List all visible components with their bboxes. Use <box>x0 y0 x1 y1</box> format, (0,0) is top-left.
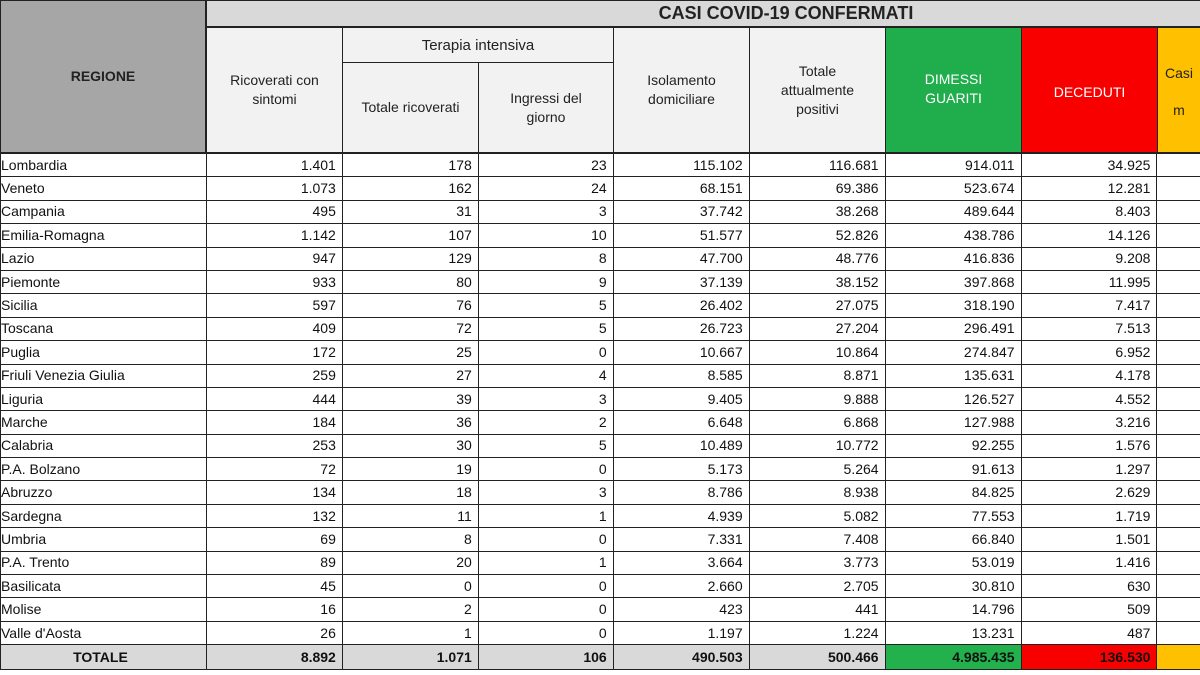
cell-isolamento: 9.405 <box>613 387 749 410</box>
table-row <box>1 317 1200 340</box>
cell-ingressi: 3 <box>478 200 613 223</box>
cell-isolamento: 26.402 <box>613 294 749 317</box>
cell-terapia-totale: 107 <box>342 224 478 247</box>
cell-terapia-totale: 25 <box>342 341 478 364</box>
cell-ricoverati: 597 <box>206 294 342 317</box>
cell-terapia-totale: 8 <box>342 528 478 551</box>
cell-casi <box>1157 294 1200 317</box>
cell-positivi: 38.268 <box>749 200 885 223</box>
covid-table <box>0 153 1200 670</box>
cell-ricoverati: 172 <box>206 341 342 364</box>
cell-ingressi: 0 <box>478 621 613 644</box>
header-ricoverati: Ricoverati con sintomi <box>206 27 343 153</box>
cell-terapia-totale: 178 <box>342 154 478 177</box>
cell-deceduti: 4.552 <box>1021 387 1157 410</box>
cell-ricoverati: 45 <box>206 575 342 598</box>
cell-regione: Liguria <box>1 387 207 410</box>
cell-isolamento: 3.664 <box>613 551 749 574</box>
table-row <box>1 551 1200 574</box>
table-row <box>1 458 1200 481</box>
cell-casi <box>1157 434 1200 457</box>
cell-terapia-totale: 162 <box>342 177 478 200</box>
cell-dimessi: 274.847 <box>885 341 1021 364</box>
cell-casi <box>1157 341 1200 364</box>
cell-ricoverati: 8.892 <box>206 645 342 670</box>
cell-casi <box>1157 528 1200 551</box>
cell-ricoverati: 16 <box>206 598 342 621</box>
cell-regione: Emilia-Romagna <box>1 224 207 247</box>
cell-deceduti: 7.513 <box>1021 317 1157 340</box>
cell-dimessi: 127.988 <box>885 411 1021 434</box>
cell-regione: Abruzzo <box>1 481 207 504</box>
table-row <box>1 387 1200 410</box>
cell-isolamento: 47.700 <box>613 247 749 270</box>
cell-regione: P.A. Trento <box>1 551 207 574</box>
table-row <box>1 434 1200 457</box>
cell-ricoverati: 1.401 <box>206 154 342 177</box>
cell-positivi: 3.773 <box>749 551 885 574</box>
cell-isolamento: 115.102 <box>613 154 749 177</box>
cell-dimessi: 438.786 <box>885 224 1021 247</box>
table-row <box>1 294 1200 317</box>
cell-regione: Marche <box>1 411 207 434</box>
cell-ingressi: 1 <box>478 551 613 574</box>
header-regione: REGIONE <box>0 0 206 153</box>
cell-deceduti: 1.297 <box>1021 458 1157 481</box>
cell-casi <box>1157 411 1200 434</box>
cell-casi <box>1157 270 1200 293</box>
cell-regione: Campania <box>1 200 207 223</box>
cell-isolamento: 4.939 <box>613 504 749 527</box>
cell-positivi: 441 <box>749 598 885 621</box>
cell-casi <box>1157 621 1200 644</box>
cell-positivi: 7.408 <box>749 528 885 551</box>
cell-dimessi: 4.985.435 <box>885 645 1021 670</box>
cell-isolamento: 51.577 <box>613 224 749 247</box>
cell-regione: Umbria <box>1 528 207 551</box>
header-isolamento: Isolamento domiciliare <box>613 27 750 153</box>
cell-regione: Veneto <box>1 177 207 200</box>
cell-dimessi: 416.836 <box>885 247 1021 270</box>
cell-casi <box>1157 645 1200 670</box>
table-row <box>1 575 1200 598</box>
cell-isolamento: 490.503 <box>613 645 749 670</box>
cell-ricoverati: 947 <box>206 247 342 270</box>
cell-positivi: 5.264 <box>749 458 885 481</box>
table-row <box>1 364 1200 387</box>
cell-ingressi: 0 <box>478 598 613 621</box>
cell-ricoverati: 132 <box>206 504 342 527</box>
cell-deceduti: 1.719 <box>1021 504 1157 527</box>
cell-ricoverati: 259 <box>206 364 342 387</box>
cell-ricoverati: 184 <box>206 411 342 434</box>
cell-deceduti: 509 <box>1021 598 1157 621</box>
cell-dimessi: 126.527 <box>885 387 1021 410</box>
header-positivi: Totale attualmente positivi <box>749 27 886 153</box>
table-row <box>1 504 1200 527</box>
cell-ricoverati: 1.142 <box>206 224 342 247</box>
cell-terapia-totale: 80 <box>342 270 478 293</box>
cell-deceduti: 11.995 <box>1021 270 1157 293</box>
cell-isolamento: 5.173 <box>613 458 749 481</box>
cell-terapia-totale: 31 <box>342 200 478 223</box>
cell-deceduti: 2.629 <box>1021 481 1157 504</box>
cell-deceduti: 9.208 <box>1021 247 1157 270</box>
cell-casi <box>1157 177 1200 200</box>
cell-casi <box>1157 247 1200 270</box>
cell-casi <box>1157 200 1200 223</box>
cell-regione: TOTALE <box>1 645 207 670</box>
cell-terapia-totale: 72 <box>342 317 478 340</box>
cell-terapia-totale: 129 <box>342 247 478 270</box>
cell-regione: Piemonte <box>1 270 207 293</box>
cell-ricoverati: 444 <box>206 387 342 410</box>
cell-positivi: 500.466 <box>749 645 885 670</box>
cell-ricoverati: 69 <box>206 528 342 551</box>
table-row <box>1 598 1200 621</box>
cell-ricoverati: 409 <box>206 317 342 340</box>
cell-casi <box>1157 154 1200 177</box>
cell-ricoverati: 134 <box>206 481 342 504</box>
table-row <box>1 154 1200 177</box>
cell-casi <box>1157 387 1200 410</box>
cell-positivi: 10.864 <box>749 341 885 364</box>
cell-isolamento: 423 <box>613 598 749 621</box>
cell-positivi: 116.681 <box>749 154 885 177</box>
cell-ricoverati: 933 <box>206 270 342 293</box>
cell-positivi: 52.826 <box>749 224 885 247</box>
cell-ingressi: 24 <box>478 177 613 200</box>
table-row <box>1 341 1200 364</box>
cell-regione: Lazio <box>1 247 207 270</box>
cell-positivi: 2.705 <box>749 575 885 598</box>
cell-casi <box>1157 551 1200 574</box>
cell-deceduti: 487 <box>1021 621 1157 644</box>
table-row <box>1 528 1200 551</box>
cell-positivi: 9.888 <box>749 387 885 410</box>
cell-ingressi: 3 <box>478 481 613 504</box>
cell-ingressi: 5 <box>478 294 613 317</box>
cell-isolamento: 26.723 <box>613 317 749 340</box>
cell-positivi: 5.082 <box>749 504 885 527</box>
cell-dimessi: 914.011 <box>885 154 1021 177</box>
cell-ingressi: 0 <box>478 528 613 551</box>
cell-dimessi: 84.825 <box>885 481 1021 504</box>
cell-regione: Friuli Venezia Giulia <box>1 364 207 387</box>
cell-casi <box>1157 598 1200 621</box>
cell-positivi: 27.075 <box>749 294 885 317</box>
cell-isolamento: 1.197 <box>613 621 749 644</box>
header-ingressi: Ingressi del giorno <box>478 62 614 153</box>
cell-dimessi: 30.810 <box>885 575 1021 598</box>
header-deceduti: DECEDUTI <box>1021 27 1158 153</box>
cell-terapia-totale: 36 <box>342 411 478 434</box>
cell-ingressi: 8 <box>478 247 613 270</box>
cell-ingressi: 106 <box>478 645 613 670</box>
cell-deceduti: 136.530 <box>1021 645 1157 670</box>
cell-deceduti: 7.417 <box>1021 294 1157 317</box>
cell-positivi: 6.868 <box>749 411 885 434</box>
cell-ricoverati: 26 <box>206 621 342 644</box>
cell-positivi: 8.871 <box>749 364 885 387</box>
cell-regione: P.A. Bolzano <box>1 458 207 481</box>
cell-isolamento: 37.742 <box>613 200 749 223</box>
cell-ingressi: 10 <box>478 224 613 247</box>
cell-terapia-totale: 27 <box>342 364 478 387</box>
cell-ricoverati: 1.073 <box>206 177 342 200</box>
table-row <box>1 411 1200 434</box>
cell-terapia-totale: 19 <box>342 458 478 481</box>
cell-terapia-totale: 39 <box>342 387 478 410</box>
cell-ingressi: 5 <box>478 317 613 340</box>
cell-regione: Calabria <box>1 434 207 457</box>
cell-deceduti: 12.281 <box>1021 177 1157 200</box>
table-row <box>1 200 1200 223</box>
cell-casi <box>1157 575 1200 598</box>
cell-terapia-totale: 30 <box>342 434 478 457</box>
header-terapia-intensiva: Terapia intensiva <box>342 27 614 63</box>
cell-positivi: 69.386 <box>749 177 885 200</box>
cell-dimessi: 318.190 <box>885 294 1021 317</box>
table-row <box>1 621 1200 644</box>
table-row <box>1 177 1200 200</box>
cell-dimessi: 489.644 <box>885 200 1021 223</box>
cell-ricoverati: 89 <box>206 551 342 574</box>
cell-terapia-totale: 2 <box>342 598 478 621</box>
cell-isolamento: 2.660 <box>613 575 749 598</box>
cell-dimessi: 66.840 <box>885 528 1021 551</box>
table-row <box>1 481 1200 504</box>
total-row <box>1 645 1200 670</box>
cell-isolamento: 10.667 <box>613 341 749 364</box>
cell-dimessi: 53.019 <box>885 551 1021 574</box>
header-casi-label: Casi <box>1164 65 1193 81</box>
cell-isolamento: 8.585 <box>613 364 749 387</box>
cell-casi <box>1157 224 1200 247</box>
cell-dimessi: 397.868 <box>885 270 1021 293</box>
cell-terapia-totale: 20 <box>342 551 478 574</box>
cell-positivi: 27.204 <box>749 317 885 340</box>
cell-regione: Toscana <box>1 317 207 340</box>
cell-dimessi: 296.491 <box>885 317 1021 340</box>
cell-terapia-totale: 0 <box>342 575 478 598</box>
cell-deceduti: 34.925 <box>1021 154 1157 177</box>
cell-regione: Basilicata <box>1 575 207 598</box>
cell-dimessi: 135.631 <box>885 364 1021 387</box>
cell-deceduti: 1.416 <box>1021 551 1157 574</box>
cell-casi <box>1157 481 1200 504</box>
cell-ricoverati: 72 <box>206 458 342 481</box>
cell-dimessi: 91.613 <box>885 458 1021 481</box>
cell-terapia-totale: 1.071 <box>342 645 478 670</box>
cell-isolamento: 68.151 <box>613 177 749 200</box>
cell-casi <box>1157 317 1200 340</box>
cell-ingressi: 0 <box>478 458 613 481</box>
header-casi-sub: m <box>1173 102 1185 118</box>
cell-ingressi: 5 <box>478 434 613 457</box>
cell-ingressi: 0 <box>478 341 613 364</box>
table-title: CASI COVID-19 CONFERMATI <box>206 0 1200 27</box>
table-row <box>1 224 1200 247</box>
cell-deceduti: 1.576 <box>1021 434 1157 457</box>
cell-deceduti: 3.216 <box>1021 411 1157 434</box>
cell-dimessi: 523.674 <box>885 177 1021 200</box>
header-dimessi-guariti: DIMESSI GUARITI <box>885 27 1022 153</box>
cell-ingressi: 9 <box>478 270 613 293</box>
header-totale-ricoverati: Totale ricoverati <box>342 62 479 153</box>
cell-regione: Puglia <box>1 341 207 364</box>
cell-positivi: 8.938 <box>749 481 885 504</box>
cell-isolamento: 6.648 <box>613 411 749 434</box>
cell-ingressi: 23 <box>478 154 613 177</box>
cell-positivi: 48.776 <box>749 247 885 270</box>
cell-deceduti: 14.126 <box>1021 224 1157 247</box>
cell-deceduti: 1.501 <box>1021 528 1157 551</box>
cell-ingressi: 1 <box>478 504 613 527</box>
cell-terapia-totale: 76 <box>342 294 478 317</box>
cell-dimessi: 14.796 <box>885 598 1021 621</box>
cell-positivi: 10.772 <box>749 434 885 457</box>
cell-positivi: 38.152 <box>749 270 885 293</box>
cell-dimessi: 13.231 <box>885 621 1021 644</box>
cell-terapia-totale: 18 <box>342 481 478 504</box>
cell-dimessi: 92.255 <box>885 434 1021 457</box>
cell-deceduti: 8.403 <box>1021 200 1157 223</box>
cell-deceduti: 4.178 <box>1021 364 1157 387</box>
cell-casi <box>1157 364 1200 387</box>
cell-regione: Lombardia <box>1 154 207 177</box>
cell-regione: Molise <box>1 598 207 621</box>
cell-regione: Valle d'Aosta <box>1 621 207 644</box>
cell-isolamento: 10.489 <box>613 434 749 457</box>
table-row <box>1 247 1200 270</box>
cell-positivi: 1.224 <box>749 621 885 644</box>
cell-regione: Sardegna <box>1 504 207 527</box>
cell-deceduti: 6.952 <box>1021 341 1157 364</box>
cell-terapia-totale: 1 <box>342 621 478 644</box>
cell-ingressi: 4 <box>478 364 613 387</box>
header-casi <box>1157 27 1200 153</box>
cell-ingressi: 0 <box>478 575 613 598</box>
cell-ricoverati: 253 <box>206 434 342 457</box>
cell-deceduti: 630 <box>1021 575 1157 598</box>
cell-dimessi: 77.553 <box>885 504 1021 527</box>
cell-casi <box>1157 458 1200 481</box>
cell-regione: Sicilia <box>1 294 207 317</box>
cell-ingressi: 2 <box>478 411 613 434</box>
cell-ingressi: 3 <box>478 387 613 410</box>
cell-isolamento: 7.331 <box>613 528 749 551</box>
cell-casi <box>1157 504 1200 527</box>
cell-isolamento: 8.786 <box>613 481 749 504</box>
cell-terapia-totale: 11 <box>342 504 478 527</box>
cell-isolamento: 37.139 <box>613 270 749 293</box>
table-row <box>1 270 1200 293</box>
cell-ricoverati: 495 <box>206 200 342 223</box>
